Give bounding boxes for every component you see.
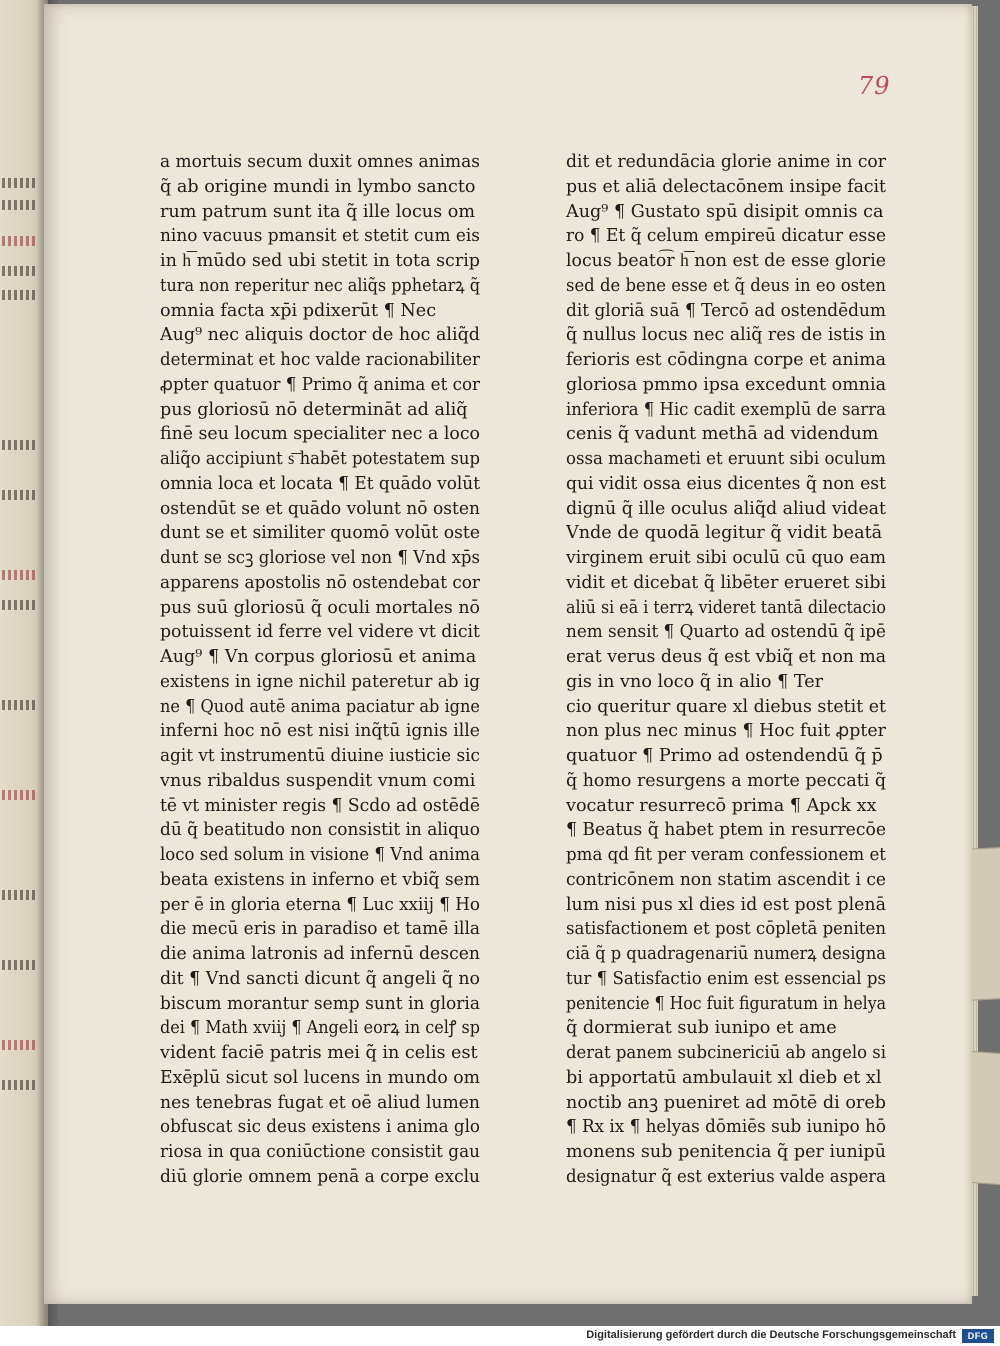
text-line <box>566 744 896 769</box>
text-line <box>160 1016 490 1041</box>
text-line-content: pus suū gloriosū q̃ oculi mortales nō <box>160 597 480 618</box>
text-line <box>566 472 896 497</box>
text-line-content: ꝓpter quatuor ¶ Primo q̃ anima et cor <box>160 374 480 395</box>
text-line-content: cio queritur quare xl diebus stetit et <box>566 696 886 717</box>
text-line-content: non plus nec minus ¶ Hoc fuit ꝓpter <box>566 721 886 742</box>
text-line <box>160 546 490 571</box>
text-line-content: finē seu locum specialiter nec a loco <box>160 424 480 445</box>
text-line <box>160 274 490 299</box>
text-line <box>566 571 896 596</box>
text-line <box>566 818 896 843</box>
text-line <box>566 1016 896 1041</box>
left-page-text-fragment <box>2 200 36 210</box>
text-line <box>566 224 896 249</box>
text-line-content: noctib anꝫ pueniret ad mōtē di oreb <box>566 1092 886 1113</box>
text-line-content: q̃ homo resurgens a morte peccati q̃ <box>566 770 886 791</box>
left-page-text-fragment <box>2 290 36 300</box>
text-line-content: biscum morantur semp sunt in gloria <box>160 993 480 1014</box>
text-line-content: q̃ dormierat sub iunipo et ame <box>566 1018 837 1039</box>
text-line-content: dit et redundācia glorie anime in cor <box>566 152 886 172</box>
text-line-content: die mecū eris in paradiso et tamē illa <box>160 919 480 940</box>
text-line <box>566 992 896 1017</box>
text-line <box>566 645 896 670</box>
text-line-content: pma qd fit per veram confessionem et <box>566 845 886 865</box>
text-line-content: monens sub penitencia q̃ per iunipū <box>566 1142 886 1162</box>
text-line <box>160 744 490 769</box>
text-line-content: diū glorie omnem penā a corpe exclu <box>160 1166 480 1187</box>
text-line <box>160 398 490 423</box>
text-line <box>566 794 896 819</box>
text-line-content: die anima latronis ad infernū descen <box>160 944 480 964</box>
text-line <box>566 299 896 324</box>
text-line-content: dunt se scꝫ gloriose vel non ¶ Vnd xp̄s <box>160 548 480 568</box>
text-line-content: ne ¶ Quod autē anima paciatur ab igne <box>160 696 480 717</box>
text-line <box>160 1066 490 1091</box>
left-page-text-fragment <box>2 490 36 500</box>
text-line-content: riosa in qua coniūctione consistit gau <box>160 1142 480 1162</box>
left-page-text-fragment <box>2 440 36 450</box>
text-line-content: agit vt instrumentū diuine iusticie sic <box>160 746 480 766</box>
text-line-content: ostendūt se et quādo volunt nō osten <box>160 498 480 519</box>
text-line <box>566 447 896 472</box>
text-line <box>566 200 896 225</box>
text-line <box>160 917 490 942</box>
left-page-text-fragment <box>2 600 36 610</box>
text-line-content: per ē in gloria eterna ¶ Luc xxiij ¶ Ho <box>160 894 480 915</box>
text-line-content: obfuscat sic deus existens i anima glo <box>160 1117 480 1138</box>
text-line <box>566 323 896 348</box>
left-page-text-fragment <box>2 960 36 970</box>
text-line-content: nem sensit ¶ Quarto ad ostendū q̃ ipē <box>566 622 886 643</box>
text-line-content: vocatur resurrecō prima ¶ Apck xx <box>566 795 877 816</box>
text-line <box>160 670 490 695</box>
text-line <box>566 373 896 398</box>
text-line-content: ro ¶ Et q̃ celum empireū dicatur esse <box>566 226 886 247</box>
text-line <box>160 967 490 992</box>
text-line-content: nes tenebras fugat et oē aliud lumen <box>160 1092 480 1113</box>
text-line-content: aliū si eā i terrꝝ videret tantā dilectacio <box>566 597 886 618</box>
text-line-content: Aug⁹ ¶ Gustato spū disipit omnis ca <box>566 201 884 222</box>
text-line <box>566 843 896 868</box>
left-page-rubric-fragment <box>2 790 36 800</box>
text-line-content: a mortuis secum duxit omnes animas <box>160 152 480 172</box>
text-line-content: omnia loca et locata ¶ Et quādo volūt <box>160 473 480 494</box>
text-line-content: ciā q̃ p quadragenariū numerꝝ designa <box>566 944 886 964</box>
text-line <box>160 719 490 744</box>
text-line <box>160 1091 490 1116</box>
text-line <box>566 521 896 546</box>
text-line <box>566 967 896 992</box>
text-line <box>566 719 896 744</box>
text-line <box>160 818 490 843</box>
text-line-content: erat verus deus q̃ est vbiq̃ et non ma <box>566 647 886 667</box>
text-line-content: locus beato͡r h͞ non est de esse glorie <box>566 251 886 271</box>
left-page-text-fragment <box>2 890 36 900</box>
text-line <box>160 422 490 447</box>
text-line-content: ossa machameti et eruunt sibi oculum <box>566 449 886 469</box>
text-line-content: dunt se et similiter quomō volūt oste <box>160 523 480 544</box>
text-line <box>566 942 896 967</box>
text-line <box>160 769 490 794</box>
text-line-content: dū q̃ beatitudo non consistit in aliquo <box>160 820 480 841</box>
text-line-content: bi apportatū ambulauit xl dieb et xl <box>566 1067 882 1088</box>
text-line-content: sed de bene esse et q̃ deus in eo osten <box>566 275 886 296</box>
text-line <box>160 620 490 645</box>
text-line-content: dit ¶ Vnd sancti dicunt q̃ angeli q̃ no <box>160 968 480 989</box>
funding-notice: Digitalisierung gefördert durch die Deutsche Forschungsgemeinschaft <box>586 1329 956 1341</box>
left-page-rubric-fragment <box>2 236 36 246</box>
text-line-content: apparens apostolis nō ostendebat cor <box>160 572 480 593</box>
text-line-content: qui vidit ossa eius dicentes q̃ non est <box>566 473 886 494</box>
text-line-content: ¶ Beatus q̃ habet ptem in resurrecōe <box>566 820 886 841</box>
text-line <box>566 398 896 423</box>
text-line <box>160 645 490 670</box>
text-line-content: derat panem subcinericiū ab angelo si <box>566 1043 886 1063</box>
text-line <box>566 422 896 447</box>
text-line <box>160 992 490 1017</box>
text-line <box>160 868 490 893</box>
text-line-content: designatur q̃ est exterius valde aspera <box>566 1166 886 1187</box>
text-line-content: tur ¶ Satisfactio enim est essencial ps <box>566 968 886 989</box>
text-line <box>160 1115 490 1140</box>
text-line <box>160 1041 490 1066</box>
text-line-content: Vnde de quodā legitur q̃ vidit beatā <box>566 523 883 544</box>
text-line-content: beata existens in inferno et vbiq̃ sem <box>160 869 480 890</box>
text-line-content: pus et aliā delectacōnem insipe facit <box>566 176 886 197</box>
text-line <box>160 249 490 274</box>
text-line-content: satisfactionem et post cōpletā peniten <box>566 919 886 940</box>
text-line <box>160 1165 490 1190</box>
text-line <box>160 596 490 621</box>
text-line-content: ¶ Rx ix ¶ helyas dōmiēs sub iunipo hō <box>566 1117 886 1138</box>
text-line <box>160 323 490 348</box>
text-line <box>160 794 490 819</box>
text-line <box>160 571 490 596</box>
text-line-content: existens in igne nichil pateretur ab ig <box>160 671 480 692</box>
text-line <box>160 843 490 868</box>
text-line <box>566 1115 896 1140</box>
text-line-content: dignū q̃ ille oculus aliq̃d aliud videat <box>566 498 886 519</box>
text-line <box>566 1066 896 1091</box>
text-line <box>160 695 490 720</box>
text-line <box>566 670 896 695</box>
text-line-content: lum nisi pus xl dies id est post plenā <box>566 894 886 915</box>
text-line <box>160 942 490 967</box>
left-page-text-fragment <box>2 178 36 188</box>
left-page-rubric-fragment <box>2 570 36 580</box>
text-line-content: gis in vno loco q̃ in alio ¶ Ter <box>566 671 824 692</box>
text-line <box>566 893 896 918</box>
text-line <box>566 1041 896 1066</box>
text-line-content: loco sed solum in visione ¶ Vnd anima <box>160 845 480 865</box>
text-line-content: penitencie ¶ Hoc fuit figuratum in helya <box>566 993 886 1014</box>
text-line <box>160 1140 490 1165</box>
text-line <box>566 1140 896 1165</box>
text-line-content: q̃ ab origine mundi in lymbo sancto <box>160 176 476 197</box>
torn-page-tab <box>970 1051 1000 1185</box>
text-column-right <box>566 150 896 1190</box>
text-line-content: inferiora ¶ Hic cadit exemplū de sarra <box>566 399 886 420</box>
text-line-content: tura non reperitur nec aliq̃s pphetarꝝ q̃ <box>160 275 480 296</box>
text-line <box>566 620 896 645</box>
text-line-content: vident faciē patris mei q̃ in celis est <box>160 1043 478 1063</box>
text-line-content: quatuor ¶ Primo ad ostendendū q̃ p̄ <box>566 746 883 766</box>
text-line <box>160 497 490 522</box>
text-line-content: rum patrum sunt ita q̃ ille locus om <box>160 201 476 222</box>
text-line <box>566 274 896 299</box>
text-line <box>160 521 490 546</box>
left-page-text-fragment <box>2 266 36 276</box>
text-line-content: tē vt minister regis ¶ Scdo ad ostēdē <box>160 795 480 816</box>
text-line <box>160 175 490 200</box>
text-line-content: Aug⁹ ¶ Vn corpus gloriosū et anima <box>160 647 477 667</box>
text-line-content: q̃ nullus locus nec aliq̃ res de istis in <box>566 325 886 346</box>
text-line <box>160 447 490 472</box>
dfg-logo: DFG <box>962 1329 994 1343</box>
text-line-content: cenis q̃ vadunt methā ad videndum <box>566 424 879 445</box>
text-line-content: nino vacuus pmansit et stetit cum eis <box>160 226 480 247</box>
text-line-content: pus gloriosū nō determināt ad aliq̃ <box>160 399 468 420</box>
text-line <box>566 1165 896 1190</box>
text-line <box>160 150 490 175</box>
text-line <box>566 175 896 200</box>
text-line <box>566 546 896 571</box>
folio-number: 79 <box>858 72 891 100</box>
text-line <box>566 868 896 893</box>
text-line <box>566 596 896 621</box>
text-line-content: dit gloriā suā ¶ Tercō ad ostendēdum <box>566 300 886 321</box>
text-line-content: ferioris est cōdingna corpe et anima <box>566 350 886 370</box>
text-line-content: inferni hoc nō est nisi inq̃tū ignis ille <box>160 721 480 742</box>
text-column-left <box>160 150 490 1190</box>
text-line <box>160 893 490 918</box>
text-line-content: dei ¶ Math xviij ¶ Angeli eorꝝ in celꝭ sp <box>160 1018 480 1039</box>
text-line-content: Exēplū sicut sol lucens in mundo om <box>160 1067 480 1088</box>
text-line <box>160 472 490 497</box>
text-line-content: gloriosa pmmo ipsa excedunt omnia <box>566 374 886 395</box>
left-page-text-fragment <box>2 700 36 710</box>
text-line-content: vidit et dicebat q̃ libēter erueret sibi <box>566 572 886 593</box>
text-line <box>160 373 490 398</box>
text-line <box>160 299 490 324</box>
text-line-content: aliq̃o accipiunt s͞ habēt potestatem sup <box>160 449 480 469</box>
text-line-content: vnus ribaldus suspendit vnum comi <box>160 770 476 791</box>
text-line <box>566 150 896 175</box>
text-line <box>566 249 896 274</box>
text-line <box>566 348 896 373</box>
text-line-content: virginem eruit sibi oculū cū quo eam <box>566 548 886 568</box>
text-line-content: potuissent id ferre vel videre vt dicit <box>160 622 480 643</box>
text-line <box>566 695 896 720</box>
text-line-content: in h͞ mūdo sed ubi stetit in tota scrip <box>160 251 480 271</box>
text-line <box>566 917 896 942</box>
text-line <box>566 769 896 794</box>
text-line <box>160 224 490 249</box>
text-line-content: determinat et hoc valde racionabiliter <box>160 350 480 370</box>
text-line-content: Aug⁹ nec aliquis doctor de hoc aliq̃d <box>160 325 480 346</box>
text-line <box>160 348 490 373</box>
text-line <box>566 497 896 522</box>
text-line-content: contricōnem non statim ascendit i ce <box>566 869 886 890</box>
text-line-content: omnia facta xp̄i pdixerūt ¶ Nec <box>160 300 437 321</box>
footer-bar <box>0 1326 1000 1346</box>
left-page-rubric-fragment <box>2 1040 36 1050</box>
left-page-text-fragment <box>2 1080 36 1090</box>
text-line <box>566 1091 896 1116</box>
text-line <box>160 200 490 225</box>
